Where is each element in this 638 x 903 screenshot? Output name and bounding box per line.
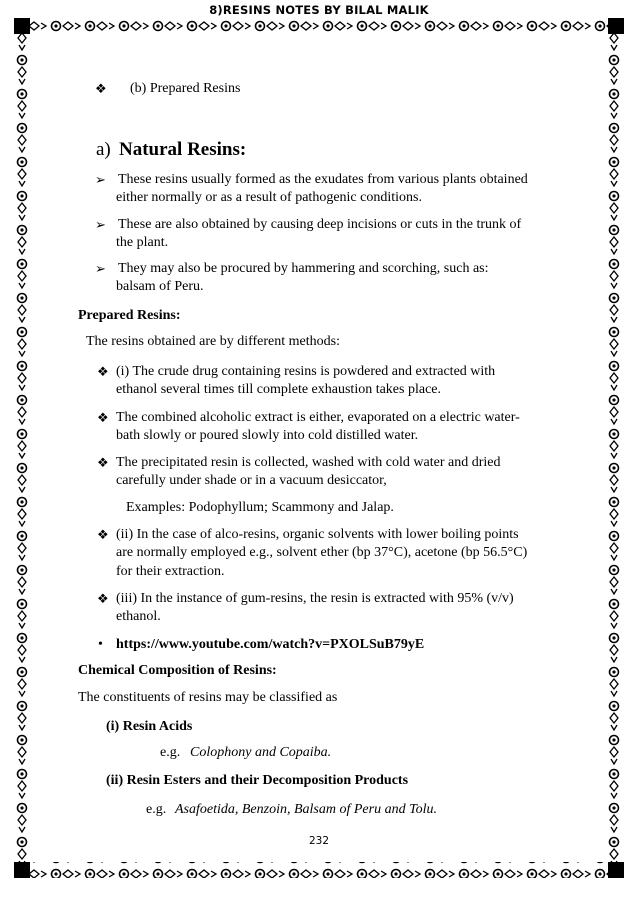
natural-item-3-line-2: balsam of Peru. <box>116 279 204 294</box>
prepared-item-1-line-1: (i) The crude drug containing resins is powdered and extracted with <box>116 364 496 379</box>
diamond-bullet-icon: ❖ <box>97 591 109 606</box>
prepared-item-4-line-2: are normally employed e.g., solvent ether (bp 37°C), acetone (bp 56.5°C) <box>116 545 528 560</box>
arrow-bullet-icon: ➢ <box>95 217 106 232</box>
diamond-bullet-icon: ❖ <box>97 410 109 425</box>
page-number: 232 <box>308 835 330 847</box>
composition-intro: The constituents of resins may be classified as <box>78 690 338 705</box>
diamond-bullet-icon: ❖ <box>95 81 107 96</box>
resin-acids-heading: (i) Resin Acids <box>106 719 193 734</box>
arrow-bullet-icon: ➢ <box>95 172 106 187</box>
natural-heading-prefix: a) <box>96 139 111 160</box>
prepared-resins-intro: The resins obtained are by different methods: <box>86 334 340 349</box>
prepared-item-2-line-2: bath slowly or poured slowly into cold distilled water. <box>116 428 419 443</box>
prepared-item-5-line-2: ethanol. <box>116 609 161 624</box>
prepared-item-1-line-2: ethanol several times till complete exhaustion takes place. <box>116 382 442 397</box>
page-header: 8)RESINS NOTES BY BILAL MALIK <box>209 3 429 17</box>
prepared-item-3-line-2: carefully under shade or in a vacuum desiccator, <box>116 473 387 488</box>
resin-acids-eg: e.g. <box>160 745 181 760</box>
resin-esters-examples: Asafoetida, Benzoin, Balsam of Peru and Tolu. <box>175 802 437 817</box>
natural-resins-heading: Natural Resins: <box>119 139 247 160</box>
prepared-resins-label: (b) Prepared Resins <box>130 81 241 96</box>
resin-acids-examples: Colophony and Copaiba. <box>190 745 332 760</box>
prepared-item-2-line-1: The combined alcoholic extract is either, evaporated on a electric water- <box>116 410 520 425</box>
natural-item-3-line-1: They may also be procured by hammering and scorching, such as: <box>118 261 489 276</box>
prepared-item-5-line-1: (iii) In the instance of gum-resins, the resin is extracted with 95% (v/v) <box>116 591 514 606</box>
composition-heading: Chemical Composition of Resins: <box>78 663 277 678</box>
prepared-item-4-line-1: (ii) In the case of alco-resins, organic solvents with lower boiling points <box>116 527 519 542</box>
diamond-bullet-icon: ❖ <box>97 364 109 379</box>
arrow-bullet-icon: ➢ <box>95 261 106 276</box>
natural-item-1-line-1: These resins usually formed as the exudates from various plants obtained <box>118 172 528 187</box>
diamond-bullet-icon: ❖ <box>97 455 109 470</box>
round-bullet-icon: • <box>98 637 103 652</box>
natural-item-1-line-2: either normally or as a result of pathogenic conditions. <box>116 190 422 205</box>
natural-item-2-line-2: the plant. <box>116 235 169 250</box>
prepared-examples: Examples: Podophyllum; Scammony and Jalap. <box>126 500 394 515</box>
diamond-bullet-icon: ❖ <box>97 527 109 542</box>
prepared-item-4-line-3: for their extraction. <box>116 564 225 579</box>
prepared-item-3-line-1: The precipitated resin is collected, washed with cold water and dried <box>116 455 501 470</box>
resin-esters-eg: e.g. <box>146 802 167 817</box>
resin-esters-heading: (ii) Resin Esters and their Decomposition Products <box>106 773 409 788</box>
prepared-resins-heading: Prepared Resins: <box>78 308 181 323</box>
youtube-link[interactable]: https://www.youtube.com/watch?v=PXOLSuB79yE <box>116 637 425 652</box>
natural-item-2-line-1: These are also obtained by causing deep incisions or cuts in the trunk of <box>118 217 522 232</box>
